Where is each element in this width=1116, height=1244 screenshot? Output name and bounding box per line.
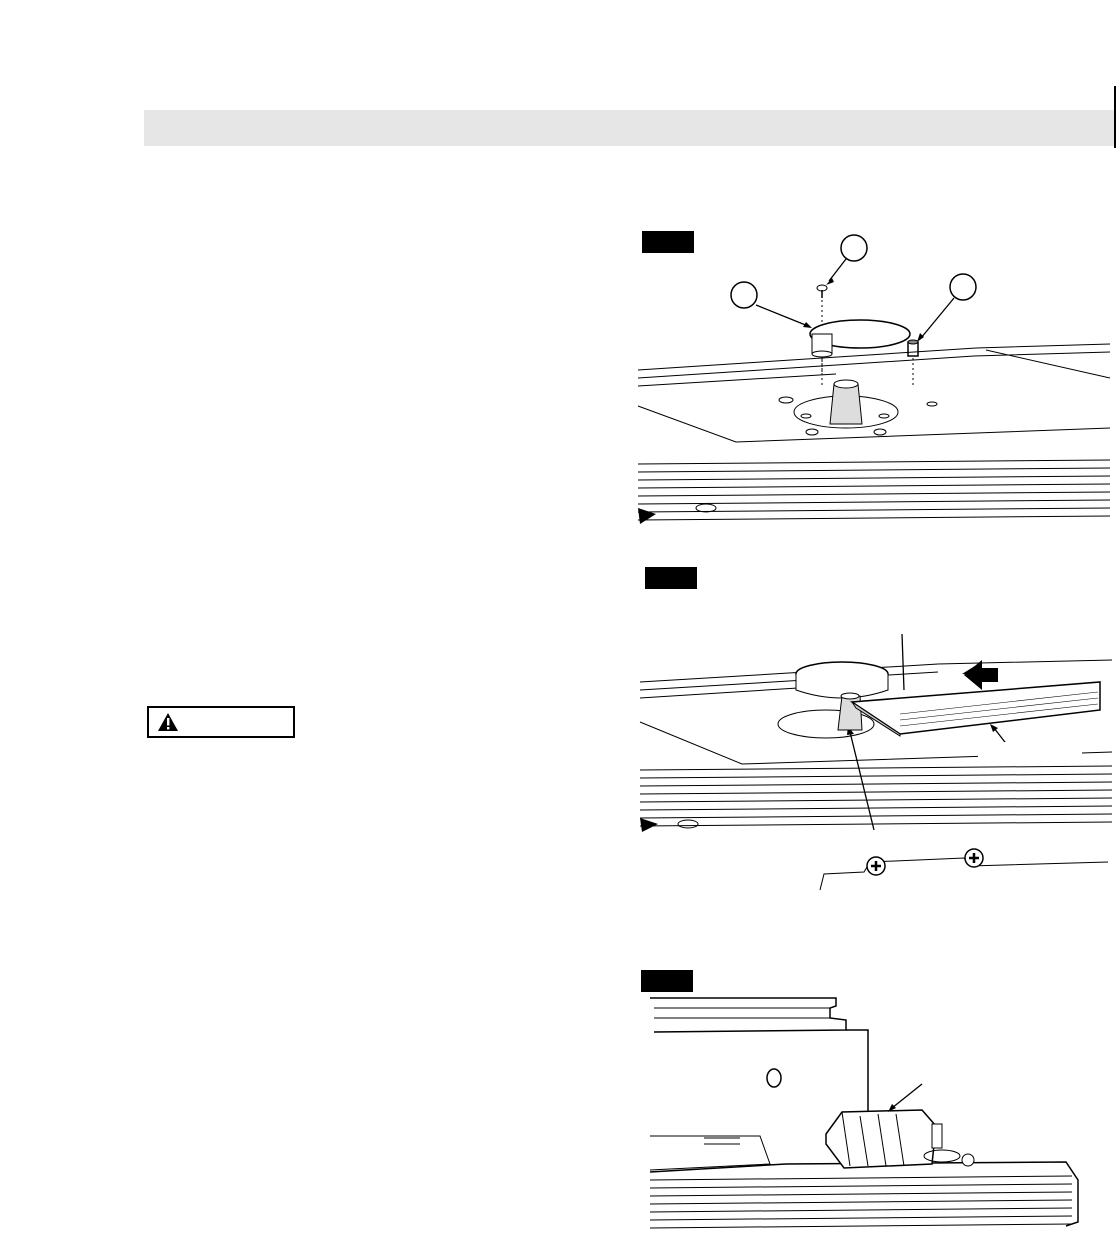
- warning-triangle-icon: [157, 712, 179, 732]
- warning-badge: [147, 706, 295, 738]
- section-header-bar: [144, 110, 1116, 146]
- figure-1-illustration: [636, 228, 1110, 532]
- figure-3-label: [641, 970, 693, 992]
- figure-3-illustration: [646, 994, 1084, 1244]
- figure-2-illustration: [638, 628, 1112, 892]
- figure-2-label: [645, 567, 697, 589]
